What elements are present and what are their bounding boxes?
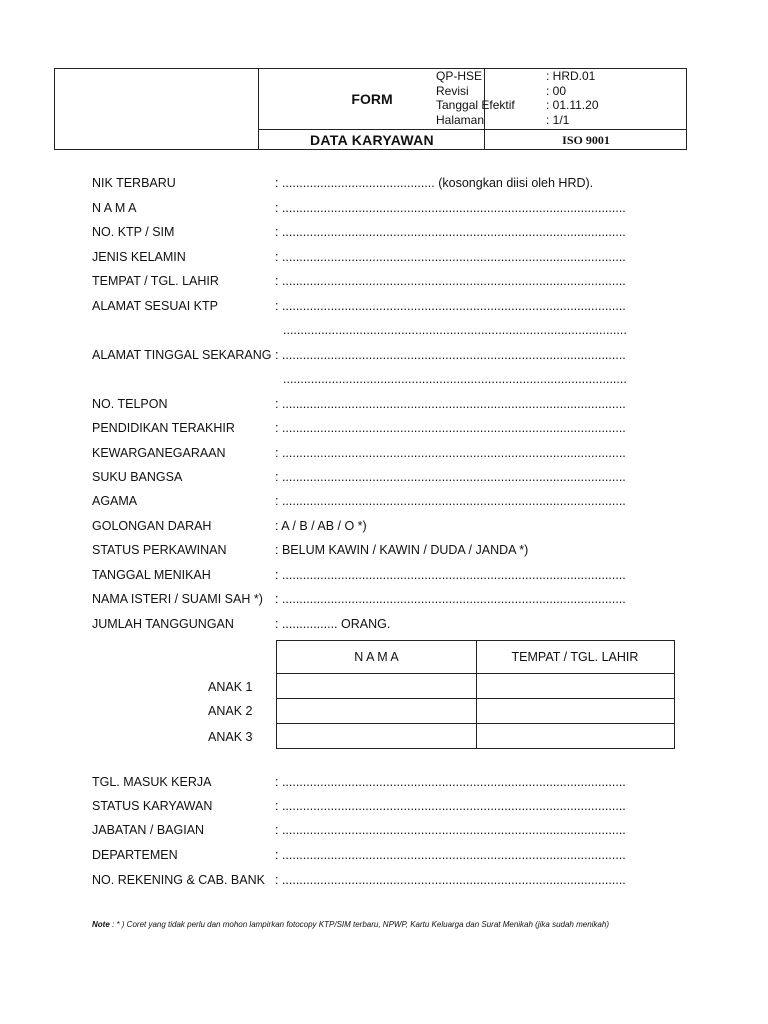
field-label: SUKU BANGSA — [92, 470, 183, 484]
field-label: TANGGAL MENIKAH — [92, 568, 211, 582]
field-blank[interactable]: : ................................................................................................... — [275, 823, 626, 837]
standard-label: ISO 9001 — [562, 132, 610, 147]
field-label: ALAMAT SESUAI KTP — [92, 299, 218, 313]
meta-value: : 01.11.20 — [546, 98, 599, 112]
table-header-nama: N A M A — [354, 650, 399, 664]
form-label: FORM — [351, 91, 393, 107]
field-options[interactable]: : A / B / AB / O *) — [275, 519, 367, 533]
meta-key: Halaman — [436, 112, 485, 127]
field-options[interactable]: : BELUM KAWIN / KAWIN / DUDA / JANDA *) — [275, 543, 529, 557]
field-blank[interactable]: : ................................................................................................... — [275, 568, 626, 582]
field-label: NO. REKENING & CAB. BANK — [92, 873, 265, 887]
field-label: JENIS KELAMIN — [92, 250, 186, 264]
field-label: NIK TERBARU — [92, 176, 176, 190]
table-header-tempat-tgl-lahir: TEMPAT / TGL. LAHIR — [511, 650, 639, 664]
footnote-label: Note — [92, 920, 110, 929]
field-label: ALAMAT TINGGAL SEKARANG — [92, 348, 272, 362]
field-blank[interactable]: : ................................................................................................... — [275, 848, 626, 862]
field-label: TGL. MASUK KERJA — [92, 775, 212, 789]
meta-key: Revisi — [436, 83, 469, 98]
field-blank[interactable]: : ................................................................................................... — [275, 799, 626, 813]
meta-value: : 00 — [546, 83, 567, 98]
field-blank[interactable]: : ................................................................................................... — [275, 421, 626, 435]
table-cell-anak1-lahir[interactable] — [477, 674, 674, 697]
field-blank[interactable]: : ................................................................................................... — [275, 250, 626, 264]
field-blank[interactable]: : ................................................................................................... — [275, 592, 626, 606]
field-label: GOLONGAN DARAH — [92, 519, 212, 533]
field-label: KEWARGANEGARAAN — [92, 446, 226, 460]
meta-key: QP-HSE — [436, 69, 483, 83]
field-blank[interactable]: : ................ ORANG. — [275, 617, 391, 631]
field-label: STATUS PERKAWINAN — [92, 543, 227, 557]
field-blank[interactable]: : ................................................................................................... — [275, 494, 626, 508]
field-blank[interactable]: : ................................................................................................... — [275, 274, 626, 288]
footnote — [92, 920, 609, 929]
field-blank[interactable]: : ................................................................................................... — [275, 201, 626, 215]
field-blank[interactable]: : ................................................................................................... — [275, 873, 626, 887]
form-title: DATA KARYAWAN — [310, 132, 434, 148]
field-blank[interactable]: : ................................................................................................... — [275, 225, 626, 239]
field-label: JABATAN / BAGIAN — [92, 823, 205, 837]
field-label: STATUS KARYAWAN — [92, 799, 213, 813]
footnote-text: : * ) Coret yang tidak perlu dan mohon lampirkan fotocopy KTP/SIM terbaru, NPWP, Kartu Keluarga dan Surat Menikah (jika sudah menikah) — [109, 920, 609, 929]
table-cell-anak2-lahir[interactable] — [477, 699, 674, 722]
field-label: AGAMA — [92, 494, 138, 508]
table-cell-anak3-nama[interactable] — [277, 724, 475, 748]
field-label: DEPARTEMEN — [92, 848, 178, 862]
field-label: PENDIDIKAN TERAKHIR — [92, 421, 235, 435]
children-table — [276, 640, 675, 749]
field-blank[interactable]: : ................................................................................................... — [275, 299, 626, 313]
field-continuation[interactable]: ................................................................................................... — [283, 372, 627, 386]
field-label: TEMPAT / TGL. LAHIR — [92, 274, 219, 288]
meta-value: : 1/1 — [546, 112, 570, 127]
field-label: NAMA ISTERI / SUAMI SAH *) — [92, 592, 263, 606]
table-cell-anak3-lahir[interactable] — [477, 724, 674, 748]
field-label: NO. TELPON — [92, 397, 168, 411]
field-label: N A M A — [92, 201, 137, 215]
field-blank[interactable]: : ................................................................................................... — [275, 446, 626, 460]
field-blank[interactable]: : ................................................................................................... — [275, 470, 626, 484]
row-label-anak-3: ANAK 3 — [208, 730, 253, 744]
field-continuation[interactable]: ................................................................................................... — [283, 323, 627, 337]
table-cell-anak1-nama[interactable] — [277, 674, 475, 697]
field-blank[interactable]: : ............................................ (kosongkan diisi oleh HRD). — [275, 176, 594, 190]
field-blank[interactable]: : ................................................................................................... — [275, 348, 626, 362]
row-label-anak-2: ANAK 2 — [208, 704, 253, 718]
table-cell-anak2-nama[interactable] — [277, 699, 475, 722]
meta-value: : HRD.01 — [546, 69, 596, 83]
meta-key: Tanggal Efektif — [436, 98, 515, 112]
field-label: NO. KTP / SIM — [92, 225, 175, 239]
field-label: JUMLAH TANGGUNGAN — [92, 617, 234, 631]
row-label-anak-1: ANAK 1 — [208, 680, 253, 694]
field-blank[interactable]: : ................................................................................................... — [275, 775, 626, 789]
field-blank[interactable]: : ................................................................................................... — [275, 397, 626, 411]
